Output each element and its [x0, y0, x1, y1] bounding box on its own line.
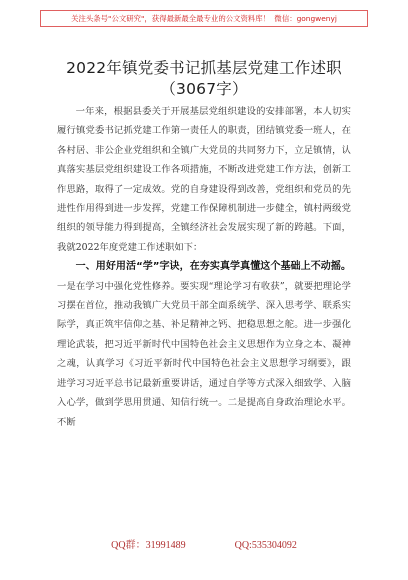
banner-promo-text: 关注头条号"公文研究"，获得最新最全最专业的公文资料库！ [71, 14, 271, 23]
top-banner [40, 10, 368, 27]
footer-contact [0, 536, 408, 551]
document-body [57, 102, 351, 432]
title-line-2: （3067字） [160, 80, 248, 98]
title-line-1: 2022年镇党委书记抓基层党建工作述职 [66, 59, 342, 77]
banner-wechat-text: 微信：gongwenyj [274, 14, 337, 23]
footer-qq-group: QQ群：31991489 [111, 540, 186, 551]
intro-paragraph: 一年来，根据县委关于开展基层党组织建设的安排部署，本人切实履行镇党委书记抓党建工作第一责任人的职责，团结镇党委一班人，在各村居、非公企业党组织和全镇广大党员的共同努力下，立足镇情，认真落实基层党组织建设工作各项措施，不断改进党建工作方法，创新工作思路，取得了一定成效。党的自身建设得到改善，党组织和党员的先进性作用得到进一步发挥，党建工作保障机制进一步健全，镇村两级党组织的领导能力得到提高，全镇经济社会发展实现了新的跨越。下面，我就2022年度党建工作述职如下： [57, 106, 351, 253]
section-1-heading: 一、用好用活“学”字诀，在夯实真学真懂这个基础上不动摇。 [75, 261, 351, 273]
document-title [38, 58, 370, 100]
footer-qq: QQ:535304092 [234, 540, 297, 551]
section-1-body: 一是在学习中强化党性修养。要实现“理论学习有收获”，就要把理论学习摆在首位，推动我镇广大党员干部全面系统学、深入思考学、联系实际学，真正筑牢信仰之基、补足精神之钙、把稳思想之舵。进一步强化理论武装，把习近平新时代中国特色社会主义思想作为立身之本、凝神之魂，认真学习《习近平新时代中国特色社会主义思想学习纲要》，跟进学习习近平总书记最新重要讲话，通过自学等方式深入细致学、入脑入心学，做到学思用贯通、知信行统一。二是提高自身政治理论水平。不断 [57, 280, 351, 428]
section-1-paragraph [57, 257, 351, 432]
